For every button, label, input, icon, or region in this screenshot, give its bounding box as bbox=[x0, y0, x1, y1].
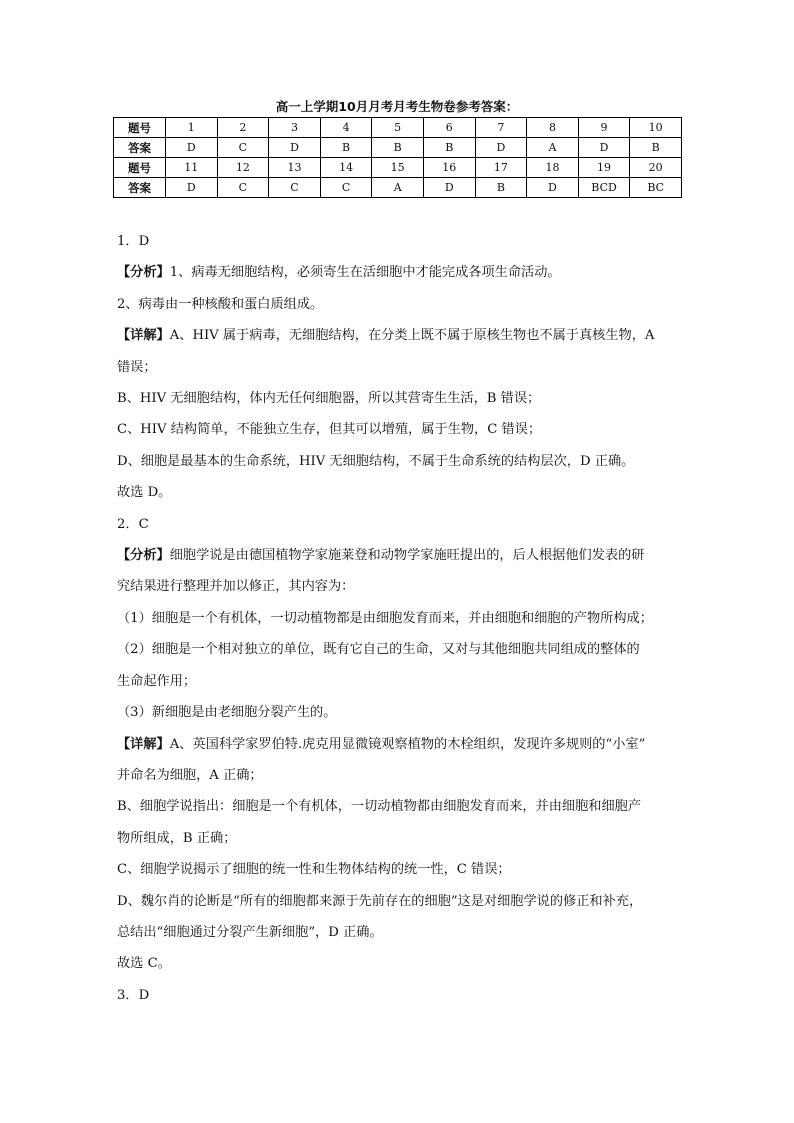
text-line bbox=[117, 697, 687, 728]
text-line bbox=[117, 446, 687, 477]
answer-cell: BCD bbox=[578, 178, 630, 198]
answer-cell: BC bbox=[630, 178, 682, 198]
section-tag: 【分析】 bbox=[117, 548, 170, 564]
text-line bbox=[117, 477, 687, 508]
text-line bbox=[117, 823, 687, 854]
question-number-cell: 7 bbox=[475, 118, 527, 138]
line-text: A、英国科学家罗伯特.虎克用显微镜观察植物的木栓组织，发现许多规则的“小室” bbox=[169, 736, 646, 752]
line-text: 2．C bbox=[117, 516, 149, 532]
question-number-cell: 17 bbox=[475, 158, 527, 178]
text-line bbox=[117, 666, 687, 697]
line-text: C、HIV 结构简单，不能独立生存，但其可以增殖，属于生物，C 错误； bbox=[117, 422, 542, 438]
line-text: 并命名为细胞，A 正确； bbox=[117, 767, 263, 783]
row-label-question: 题号 bbox=[114, 118, 166, 138]
question-number-row bbox=[114, 158, 682, 178]
question-number-cell: 19 bbox=[578, 158, 630, 178]
text-line bbox=[117, 509, 687, 540]
line-text: C、细胞学说揭示了细胞的统一性和生物体结构的统一性，C 错误； bbox=[117, 862, 511, 878]
question-number-cell: 20 bbox=[630, 158, 682, 178]
text-line bbox=[117, 571, 687, 602]
answer-cell: B bbox=[475, 178, 527, 198]
answer-cell: D bbox=[269, 138, 321, 158]
question-number-cell: 13 bbox=[269, 158, 321, 178]
line-text: B、细胞学说指出：细胞是一个有机体，一切动植物都由细胞发育而来，并由细胞和细胞产 bbox=[117, 799, 641, 815]
question-number-cell: 15 bbox=[372, 158, 424, 178]
line-text: D、细胞是最基本的生命系统，HIV 无细胞结构，不属于生命系统的结构层次，D 正确。 bbox=[117, 453, 635, 469]
question-number-cell: 8 bbox=[527, 118, 579, 138]
text-line bbox=[117, 886, 687, 917]
answer-cell: D bbox=[166, 178, 218, 198]
line-text: 3．D bbox=[117, 987, 150, 1003]
line-text: （3）新细胞是由老细胞分裂产生的。 bbox=[117, 705, 337, 721]
text-line bbox=[117, 352, 687, 383]
line-text: 生命起作用； bbox=[117, 673, 197, 689]
line-text: D、魏尔肖的论断是“所有的细胞都来源于先前存在的细胞”这是对细胞学说的修正和补充， bbox=[117, 893, 643, 909]
answer-cell: D bbox=[578, 138, 630, 158]
answer-cell: C bbox=[217, 138, 269, 158]
row-label-question: 题号 bbox=[114, 158, 166, 178]
text-line bbox=[117, 257, 687, 288]
section-tag: 【分析】 bbox=[117, 265, 170, 281]
question-number-cell: 16 bbox=[423, 158, 475, 178]
line-text: B、HIV 无细胞结构，体内无任何细胞器，所以其营寄生生活，B 错误； bbox=[117, 391, 541, 407]
page-title: 高一上学期10月月考月考生物卷参考答案： bbox=[275, 99, 519, 114]
question-number-cell: 12 bbox=[217, 158, 269, 178]
text-line bbox=[117, 948, 687, 979]
answer-explanations bbox=[117, 226, 687, 1011]
question-number-cell: 6 bbox=[423, 118, 475, 138]
answer-cell: A bbox=[372, 178, 424, 198]
answer-cell: B bbox=[320, 138, 372, 158]
text-line bbox=[117, 760, 687, 791]
answer-cell: A bbox=[527, 138, 579, 158]
question-number-cell: 2 bbox=[217, 118, 269, 138]
line-text: 2、病毒由一种核酸和蛋白质组成。 bbox=[117, 296, 324, 312]
text-line bbox=[117, 791, 687, 822]
question-number-cell: 3 bbox=[269, 118, 321, 138]
text-line bbox=[117, 634, 687, 665]
text-line bbox=[117, 729, 687, 760]
section-tag: 【详解】 bbox=[117, 736, 170, 752]
line-text: 细胞学说是由德国植物学家施莱登和动物学家施旺提出的，后人根据他们发表的研 bbox=[169, 548, 645, 564]
line-text: 总结出“细胞通过分裂产生新细胞”，D 正确。 bbox=[117, 924, 383, 940]
text-line bbox=[117, 540, 687, 571]
line-text: 究结果进行整理并加以修正，其内容为： bbox=[117, 579, 355, 595]
answer-cell: B bbox=[423, 138, 475, 158]
line-text: 物所组成，B 正确； bbox=[117, 830, 237, 846]
answer-cell: C bbox=[269, 178, 321, 198]
answer-table bbox=[113, 117, 682, 198]
answer-cell: D bbox=[527, 178, 579, 198]
answer-cell: D bbox=[475, 138, 527, 158]
row-label-answer: 答案 bbox=[114, 178, 166, 198]
answer-cell: B bbox=[630, 138, 682, 158]
question-number-cell: 5 bbox=[372, 118, 424, 138]
line-text: 故选 C。 bbox=[117, 956, 171, 972]
question-number-cell: 18 bbox=[527, 158, 579, 178]
answer-cell: B bbox=[372, 138, 424, 158]
text-line bbox=[117, 289, 687, 320]
question-number-cell: 4 bbox=[320, 118, 372, 138]
text-line bbox=[117, 917, 687, 948]
answer-cell: D bbox=[166, 138, 218, 158]
line-text: 1、病毒无细胞结构，必须寄生在活细胞中才能完成各项生命活动。 bbox=[169, 265, 561, 281]
text-line bbox=[117, 383, 687, 414]
text-line bbox=[117, 320, 687, 351]
line-text: A、HIV 属于病毒，无细胞结构，在分类上既不属于原核生物也不属于真核生物，A bbox=[169, 328, 655, 344]
question-number-cell: 10 bbox=[630, 118, 682, 138]
answer-cell: D bbox=[423, 178, 475, 198]
question-number-row bbox=[114, 118, 682, 138]
line-text: 故选 D。 bbox=[117, 485, 172, 501]
section-tag: 【详解】 bbox=[117, 328, 170, 344]
line-text: 1．D bbox=[117, 234, 150, 249]
text-line bbox=[117, 603, 687, 634]
answer-row bbox=[114, 178, 682, 198]
text-line bbox=[117, 414, 687, 445]
question-number-cell: 11 bbox=[166, 158, 218, 178]
question-number-cell: 14 bbox=[320, 158, 372, 178]
answer-cell: C bbox=[217, 178, 269, 198]
question-number-cell: 1 bbox=[166, 118, 218, 138]
answer-row bbox=[114, 138, 682, 158]
text-line bbox=[117, 980, 687, 1011]
line-text: （1）细胞是一个有机体，一切动植物都是由细胞发育而来，并由细胞和细胞的产物所构成； bbox=[117, 610, 653, 626]
line-text: （2）细胞是一个相对独立的单位，既有它自己的生命，又对与其他细胞共同组成的整体的 bbox=[117, 642, 640, 658]
question-number-cell: 9 bbox=[578, 118, 630, 138]
row-label-answer: 答案 bbox=[114, 138, 166, 158]
text-line bbox=[117, 226, 687, 257]
answer-cell: C bbox=[320, 178, 372, 198]
line-text: 错误； bbox=[117, 359, 157, 375]
text-line bbox=[117, 854, 687, 885]
